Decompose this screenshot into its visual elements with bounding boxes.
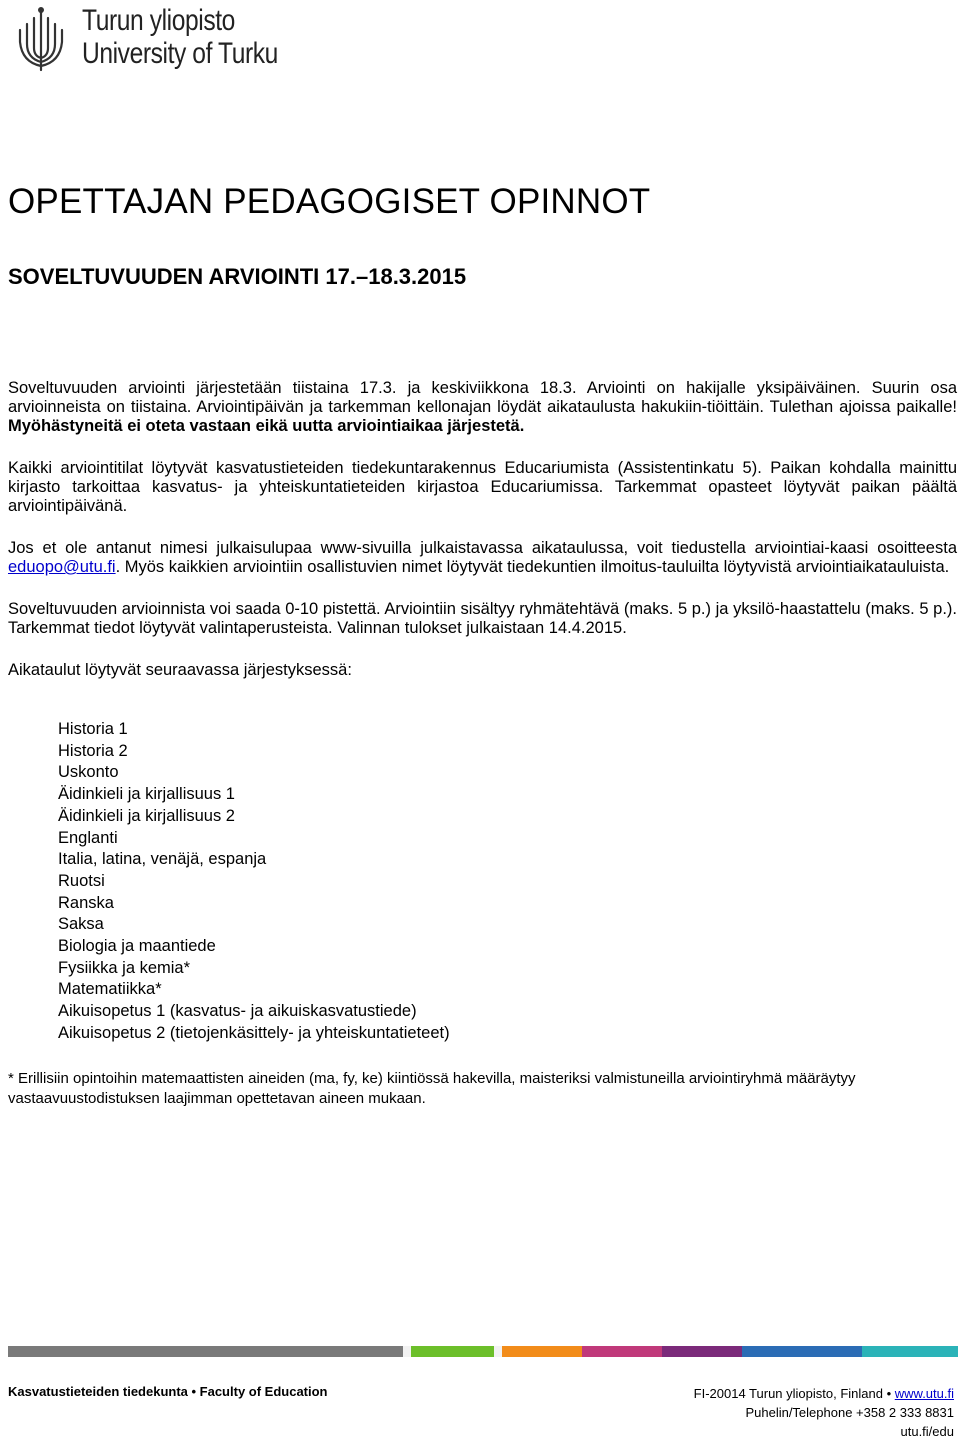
paragraph-location: Kaikki arviointitilat löytyvät kasvatustieteiden tiedekuntarakennus Educariumista (Assistentinkatu 5). Paikan kohdalla mainittu kirjasto tarkoittaa kasvatus- ja yhteiskuntatieteiden kirjastoa Educariumissa. Tarkemmat opasteet löytyvät paikan päältä arviointipäivänä. [8, 459, 957, 515]
color-segment [662, 1346, 742, 1357]
logo-name-fi: Turun yliopisto [82, 4, 235, 37]
paragraph-schedule-order: Aikataulut löytyvät seuraavassa järjestyksessä: [8, 661, 352, 679]
paragraph-scoring: Soveltuvuuden arvioinnista voi saada 0-10 pistettä. Arviointiin sisältyy ryhmätehtävä (maks. 5 p.) ja yksilö-haastattelu (maks. 5 p.). Tarkemmat tiedot löytyvät valintaperusteista. Valinnan tulokset julkaistaan 14.4.2015. [8, 600, 957, 637]
list-item: Biologia ja maantiede [58, 937, 216, 956]
color-segment [494, 1346, 502, 1357]
list-item: Ranska [58, 893, 114, 912]
schedule-list [58, 719, 450, 1045]
university-logo [10, 4, 280, 74]
color-segment [742, 1346, 862, 1357]
paragraph-schedule-info: Soveltuvuuden arviointi järjestetään tiistaina 17.3. ja keskiviikkona 18.3. Arviointi on hakijalle yksipäiväinen. Suurin osa arvioinneista on tiistaina. Arviointipäivän ja tarkemman kellonajan löydät aikataulusta hakukiin-tiöittäin. Tulethan ajoissa paikalle! Myöhästyneitä ei oteta vastaan eikä uutta arviointiaikaa järjestetä. [8, 379, 957, 435]
list-item: Matematiikka* [58, 980, 162, 999]
color-segment [502, 1346, 582, 1357]
color-segment [8, 1346, 403, 1357]
paragraph-contact: Jos et ole antanut nimesi julkaisulupaa www-sivuilla julkaistavassa aikataulussa, voit tiedustella arviointiai-kaasi osoitteesta eduopo@utu.fi. Myös kaikkien arviointiin osallistuvien nimet löytyvät tiedekuntien ilmoitus-tauluilta löytyvistä arviointiaikatauluista. [8, 539, 957, 576]
list-item: Äidinkieli ja kirjallisuus 1 [58, 785, 235, 804]
list-item: Aikuisopetus 2 (tietojenkäsittely- ja yhteiskuntatieteet) [58, 1023, 450, 1042]
list-item: Ruotsi [58, 871, 105, 890]
late-arrival-warning: Myöhästyneitä ei oteta vastaan eikä uutta arviointiaikaa järjestetä. [8, 417, 525, 435]
university-emblem-icon [10, 4, 72, 74]
page-subtitle: SOVELTUVUUDEN ARVIOINTI 17.–18.3.2015 [8, 264, 467, 289]
list-item: Aikuisopetus 1 (kasvatus- ja aikuiskasvatustiede) [58, 1002, 417, 1021]
footer-address: FI-20014 Turun yliopisto, Finland • [693, 1386, 895, 1401]
contact-email-link[interactable]: eduopo@utu.fi [8, 558, 116, 576]
footer-phone: Puhelin/Telephone +358 2 333 8831 [745, 1405, 954, 1420]
page-title: OPETTAJAN PEDAGOGISET OPINNOT [8, 182, 651, 221]
footer-faculty-link[interactable]: utu.fi/edu [900, 1424, 954, 1439]
list-item: Uskonto [58, 763, 119, 782]
document-body [8, 379, 957, 680]
color-segment [403, 1346, 411, 1357]
footer-web-link[interactable]: www.utu.fi [894, 1386, 954, 1401]
footer-color-bar [8, 1346, 958, 1357]
footer-faculty: Kasvatustieteiden tiedekunta • Faculty of Education [8, 1384, 328, 1399]
list-item: Italia, latina, venäjä, espanja [58, 850, 267, 869]
color-segment [411, 1346, 494, 1357]
list-item: Äidinkieli ja kirjallisuus 2 [58, 806, 235, 825]
logo-name-en: University of Turku [82, 37, 278, 70]
list-item: Historia 2 [58, 741, 128, 760]
footnote: * Erillisiin opintoihin matemaattisten aineiden (ma, fy, ke) kiintiössä hakevilla, maisteriksi valmistuneilla arviointiryhmä määräytyy vastaavuustodistuksen laajimman opettetavan aineen mukaan. [8, 1070, 856, 1107]
color-segment [862, 1346, 958, 1357]
footer-contact [694, 1384, 954, 1441]
color-segment [582, 1346, 662, 1357]
list-item: Englanti [58, 828, 118, 847]
list-item: Historia 1 [58, 720, 128, 738]
list-item: Saksa [58, 915, 104, 934]
list-item: Fysiikka ja kemia* [58, 958, 191, 977]
